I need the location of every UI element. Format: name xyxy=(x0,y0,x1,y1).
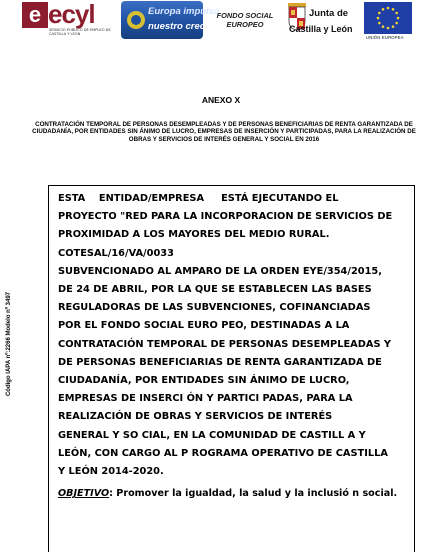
objective-text: : Promover la igualdad, la salud y la inclusió n social. xyxy=(109,488,398,499)
eu-star-icon xyxy=(387,7,390,10)
eu-caption: UNIÓN EUROPEA xyxy=(366,35,404,40)
eu-star-icon xyxy=(378,22,381,25)
ecyl-subtitle: SERVICIO PÚBLICO DE EMPLEO DE CASTILLA Y LEÓN xyxy=(49,28,111,36)
europa-impulsa-line2: nuestro crecimiento xyxy=(148,21,239,32)
notice-line: DE 24 DE ABRIL, POR LA QUE SE ESTABLECEN LAS BASES xyxy=(58,284,372,296)
form-code-text: Código IAPA nº:2266 Modelo nº 3497 xyxy=(6,291,12,397)
eu-star-icon xyxy=(382,25,385,28)
eu-star-icon xyxy=(395,12,398,15)
eu-star-icon xyxy=(378,12,381,15)
ecyl-logo xyxy=(22,0,114,40)
objective-paragraph xyxy=(58,485,408,503)
fondo-social-europeo-logo xyxy=(211,12,279,36)
eu-star-icon xyxy=(397,17,400,20)
eu-star-icon xyxy=(392,8,395,11)
notice-body xyxy=(58,190,408,481)
notice-line: EMPRESAS DE INSERCI ÓN Y PARTICI PADAS, PARA LA xyxy=(58,393,353,405)
notice-line: REALIZACIÓN DE OBRAS Y SERVICIOS DE INTERÉS xyxy=(58,411,333,423)
notice-line: SUBVENCIONADO AL AMPARO DE LA ORDEN EYE/354/2015, xyxy=(58,265,382,277)
notice-line: CIUDADANÍA, POR ENTIDADES SIN ÁNIMO DE LUCRO, xyxy=(58,375,350,387)
notice-line: POR EL FONDO SOCIAL EURO PEO, DESTINADAS A LA xyxy=(58,320,350,332)
notice-line: GENERAL Y SO CIAL, EN LA COMUNIDAD DE CASTILL A Y xyxy=(58,429,366,441)
eu-flag-icon xyxy=(364,2,412,34)
junta-castilla-leon-logo xyxy=(285,0,353,40)
junta-line1: Junta de xyxy=(309,8,349,19)
eu-star-icon xyxy=(392,25,395,28)
eu-star-icon xyxy=(395,22,398,25)
eu-star-icon xyxy=(382,8,385,11)
notice-line: Y LEÓN 2014-2020. xyxy=(58,466,164,478)
fondo-social-line2: EUROPEO xyxy=(226,19,264,29)
ecyl-mark-icon xyxy=(22,2,48,28)
europa-impulsa-logo xyxy=(121,1,239,39)
eu-star-icon xyxy=(377,17,380,20)
notice-line: LEÓN, CON CARGO AL P ROGRAMA OPERATIVO DE CASTILLA xyxy=(58,447,388,459)
intro-heading: CONTRATACIÓN TEMPORAL DE PERSONAS DESEMPLEADAS Y DE PERSONAS BENEFICIARIAS DE RENTA GARANTIZADA DE CIUDADANÍA, POR ENTIDADES SIN ÁNIMO DE LUCRO, EMPRESAS DE INSERCIÓN Y PARTICIPADAS, PARA LA REALIZACIÓN DE OBRAS Y SERVICIOS DE INTERÉS GENERAL Y SOCIAL EN 2016 xyxy=(32,121,416,143)
junta-line2: Castilla y León xyxy=(289,24,353,34)
svg-text:e: e xyxy=(28,2,42,27)
notice-line: REGULADORAS DE LAS SUBVENCIONES, COFINANCIADAS xyxy=(58,302,371,314)
european-union-logo xyxy=(364,0,412,40)
eu-stars-mini-icon xyxy=(125,7,147,33)
notice-line: ESTA ENTIDAD/EMPRESA ESTÁ EJECUTANDO EL xyxy=(58,193,339,204)
ecyl-wordmark: ecyl xyxy=(48,0,95,29)
objective-label: OBJETIVO xyxy=(58,488,110,499)
eu-star-icon xyxy=(387,27,390,30)
notice-line: CONTRATACIÓN TEMPORAL DE PERSONAS DESEMPLEADAS Y xyxy=(58,338,392,350)
notice-line: PROYECTO "RED PARA LA INCORPORACION DE SERVICIOS DE xyxy=(58,211,393,223)
europa-impulsa-line1: Europa impulsa xyxy=(148,6,220,17)
form-code-vertical xyxy=(4,291,14,397)
annex-title: ANEXO X xyxy=(201,95,241,105)
fondo-social-line1: FONDO SOCIAL xyxy=(216,11,274,20)
notice-box xyxy=(48,185,415,552)
notice-line: DE PERSONAS BENEFICIARIAS DE RENTA GARANTIZADA DE xyxy=(58,356,382,368)
notice-line: PROXIMIDAD A LOS MAYORES DEL MEDIO RURAL. COTESAL/16/VA/0033 xyxy=(58,229,333,259)
